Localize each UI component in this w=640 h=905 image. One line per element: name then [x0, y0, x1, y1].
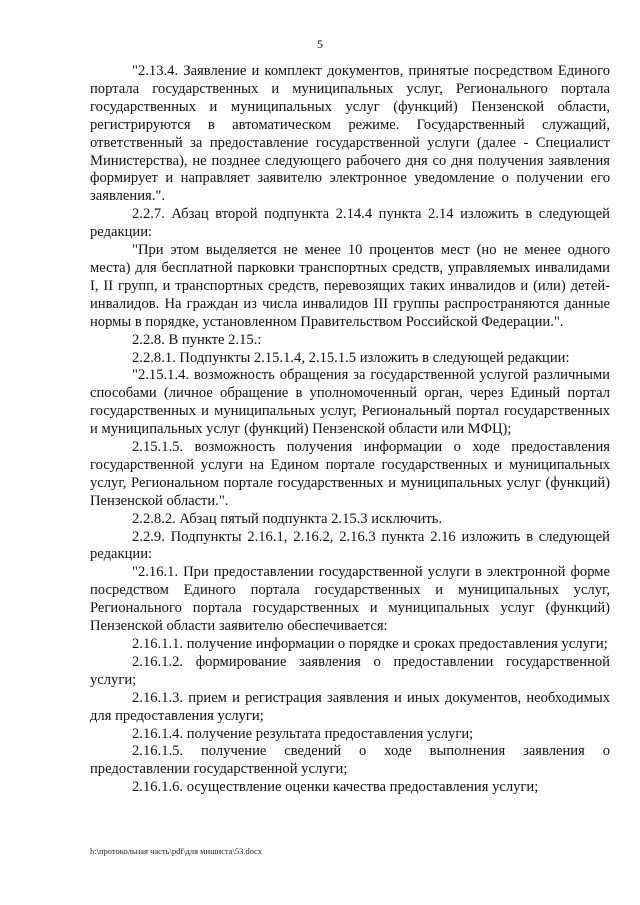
page-number: 5 [317, 37, 323, 51]
paragraph: 2.2.8.1. Подпункты 2.15.1.4, 2.15.1.5 изложить в следующей редакции: [132, 349, 570, 366]
paragraph: 2.16.1.1. получение информации о порядке и сроках предоставления услуги; [132, 636, 608, 652]
paragraph: 2.15.1.5. возможность получения информации о ходе предоставления государственной услуги на Едином портале государственных и муниципальных услуг, Региональном портале государственных и муниципальных услуг (функций) Пензенской области.". [90, 439, 610, 509]
paragraph: 2.2.9. Подпункты 2.16.1, 2.16.2, 2.16.3 пункта 2.16 изложить в следующей редакции: [90, 528, 610, 563]
paragraph: "2.16.1. При предоставлении государственной услуги в электронной форме посредством Единого портала государственных и муниципальных услуг, Регионального портала государственных и муниципальных услуг (функций) Пензенской области заявителю обеспечивается: [90, 564, 610, 635]
paragraph: "При этом выделяется не менее 10 процентов мест (но не менее одного места) для бесплатной парковки транспортных средств, управляемых инвалидами I, II групп, и транспортных средств, перевозящих таких инвалидов и (или) детей-инвалидов. На граждан из числа инвалидов III группы распространяются данные нормы в порядке, установленном Правительством Российской Федерации.". [90, 242, 610, 330]
paragraph: 2.16.1.5. получение сведений о ходе выполнения заявления о предоставлении государственной услуги; [90, 743, 610, 778]
paragraph: "2.15.1.4. возможность обращения за государственной услугой различными способами (личное обращение в уполномоченный орган, через Единый портал государственных и муниципальных услуг, Региональный портал государственных и муниципальных услуг (функций) Пензенской области или МФЦ); [90, 367, 610, 438]
document-body [90, 63, 610, 797]
paragraph: 2.2.7. Абзац второй подпункта 2.14.4 пункта 2.14 изложить в следующей редакции: [90, 206, 610, 241]
footer-file-path: h:\протокольная часть\pdf\для мишиста\53.docx [90, 846, 263, 856]
paragraph: 2.16.1.6. осуществление оценки качества предоставления услуги; [132, 779, 539, 796]
paragraph: "2.13.4. Заявление и комплект документов, принятые посредством Единого портала государственных и муниципальных услуг, Регионального портала государственных и муниципальных услуг (функций) Пензенской области, регистрируются в автоматическом режиме. Государственный служащий, ответственный за предоставление государственной услуги (далее - Специалист Министерства), не позднее следующего рабочего дня со дня получения заявления формирует и направляет заявителю электронное уведомление о получении его заявления.". [90, 63, 610, 205]
paragraph: 2.16.1.4. получение результата предоставления услуги; [132, 725, 474, 742]
paragraph: 2.2.8. В пункте 2.15.: [132, 331, 262, 348]
paragraph: 2.2.8.2. Абзац пятый подпункта 2.15.3 исключить. [132, 510, 443, 527]
paragraph: 2.16.1.3. прием и регистрация заявления и иных документов, необходимых для предоставления услуги; [90, 689, 610, 724]
paragraph: 2.16.1.2. формирование заявления о предоставлении государственной услуги; [90, 653, 610, 688]
